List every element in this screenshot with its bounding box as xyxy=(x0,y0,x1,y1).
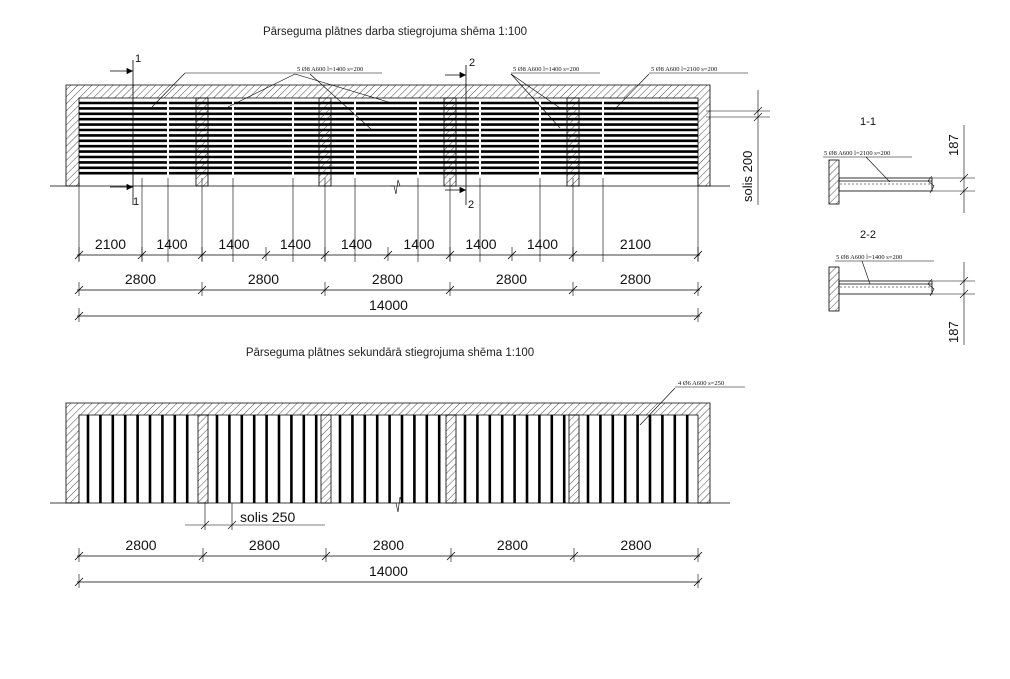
top-dim-row1-label-1: 2100 xyxy=(94,236,127,252)
top-plan-title: Pārseguma plātnes darba stiegrojuma shēma 1:100 xyxy=(262,26,528,38)
bottom-callout xyxy=(640,380,745,425)
top-bar-lap-4 xyxy=(354,100,356,180)
section-2-2-dim: 187 xyxy=(946,321,961,343)
bottom-dimensions xyxy=(75,537,702,588)
section-1-1-callout: 5 Ø8 A600 l=2100 s=200 xyxy=(824,150,891,157)
top-bar-lap-8 xyxy=(602,100,604,180)
top-plan xyxy=(50,26,770,322)
section-2-2 xyxy=(829,229,975,345)
section-2-label-top: 2 xyxy=(469,57,476,69)
bottom-dim-row-label-1: 2800 xyxy=(125,537,157,553)
section-2-2-support xyxy=(829,267,839,311)
top-bar-lap-2 xyxy=(232,100,234,180)
bottom-dim-total-label-1: 14000 xyxy=(369,563,408,579)
bottom-dim-row-label-4: 2800 xyxy=(496,537,529,553)
bottom-callout-text: 4 Ø6 A600 s=250 xyxy=(678,380,725,387)
callout-3-text: 5 Ø8 A600 l=2100 s=200 xyxy=(651,66,718,73)
section-1-1 xyxy=(823,116,975,213)
spacing-250-label: solis 250 xyxy=(240,509,296,525)
top-bar-lap-7 xyxy=(539,100,541,180)
bottom-plan xyxy=(50,347,745,588)
top-dimensions xyxy=(75,236,702,322)
top-dim-row2-label-3: 2800 xyxy=(371,271,404,287)
section-2-label-bottom: 2 xyxy=(468,199,475,211)
top-dim-row1-label-7: 1400 xyxy=(465,236,497,252)
callout-1-text: 5 Ø8 A600 l=1400 s=200 xyxy=(297,66,364,73)
section-1-1-title: 1-1 xyxy=(860,116,876,128)
top-dim-row2-label-4: 2800 xyxy=(495,271,528,287)
top-dim-row1-label-5: 1400 xyxy=(340,236,373,252)
callout-2-text: 5 Ø8 A600 l=1400 s=200 xyxy=(513,66,580,73)
spacing-200-label: solis 200 xyxy=(740,150,755,202)
bottom-dim-row-label-5: 2800 xyxy=(620,537,652,553)
section-2-2-slab xyxy=(839,281,932,294)
section-1-1-dim: 187 xyxy=(946,134,961,156)
top-break-mark xyxy=(390,180,400,194)
bottom-support-3 xyxy=(446,415,456,503)
section-1-label-top: 1 xyxy=(135,53,142,65)
top-bar-lap-6 xyxy=(479,100,481,180)
bottom-support-2 xyxy=(321,415,331,503)
top-dim-row1-label-6: 1400 xyxy=(403,236,435,252)
top-bar-lap-1 xyxy=(167,100,169,180)
spacing-250-dimension xyxy=(185,503,325,530)
section-1-label-bottom: 1 xyxy=(133,196,140,208)
section-2-2-title: 2-2 xyxy=(860,229,876,241)
section-1-1-support xyxy=(829,160,839,204)
top-dim-row2-label-1: 2800 xyxy=(124,271,157,287)
bottom-plan-title: Pārseguma plātnes sekundārā stiegrojuma shēma 1:100 xyxy=(245,347,535,359)
bottom-dim-row-label-3: 2800 xyxy=(372,537,405,553)
bottom-support-1 xyxy=(198,415,208,503)
top-dim-row1-label-9: 2100 xyxy=(619,236,652,252)
top-dim-row1-label-3: 1400 xyxy=(218,236,250,252)
top-dim-row2-label-2: 2800 xyxy=(247,271,280,287)
top-bar-lap-3 xyxy=(292,100,294,180)
bottom-reinforcement-bars xyxy=(88,415,687,503)
spacing-dimension xyxy=(706,90,770,205)
top-dim-row2-label-5: 2800 xyxy=(619,271,652,287)
top-dim-row1-label-4: 1400 xyxy=(279,236,312,252)
top-dim-row1-label-2: 1400 xyxy=(156,236,188,252)
bottom-dim-row-label-2: 2800 xyxy=(248,537,281,553)
top-reinforcement-bars xyxy=(79,100,698,180)
top-bar-lap-5 xyxy=(417,100,419,180)
bottom-break-mark xyxy=(392,497,402,512)
section-2-2-callout: 5 Ø8 A600 l=1400 s=200 xyxy=(836,254,903,261)
top-dim-row1-label-8: 1400 xyxy=(526,236,559,252)
section-1-1-slab xyxy=(839,178,932,191)
bottom-support-4 xyxy=(569,415,579,503)
top-dim-total-label-1: 14000 xyxy=(369,297,408,313)
